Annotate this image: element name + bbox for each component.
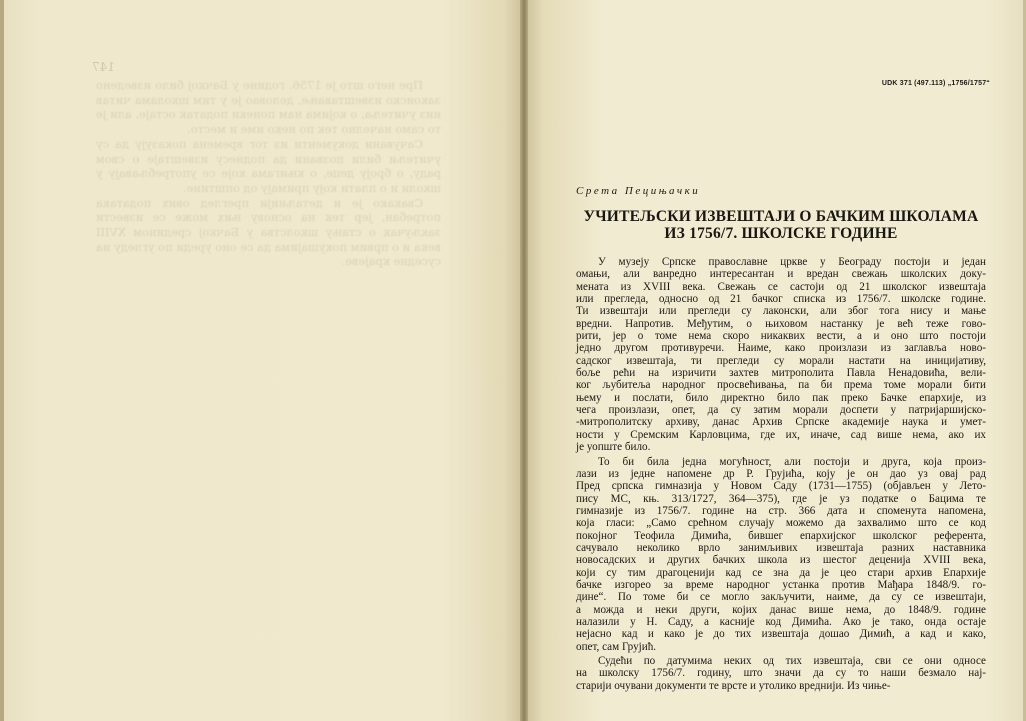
text-line: Пред српска гимназија у Новом Саду (1731—1755) (објављен у Лето- <box>576 480 986 493</box>
text-line: или прегледа, односно од 21 бачког списка из 1756/7. школске године. <box>576 293 986 306</box>
text-line: покојног Теофила Димића, бившег епархијског школског референта, <box>576 529 986 542</box>
text-line: нејасно кад и како је до тих извештаја дошао Димић, а кад и како, <box>576 628 986 641</box>
bleed-through-text <box>96 78 441 269</box>
text-line: је уопште било. <box>576 441 651 454</box>
right-page <box>528 0 1026 721</box>
text-line: гимназије из 1756/7. године на стр. 366 дата и споменута напомена, <box>576 504 986 517</box>
bleed-paragraph: Сачувани документи из тог времена показују да су учитељи били позвани да поднесу извештаје о свом раду, о броју деце, о књигама које се употребљавају у школи и о плати коју примају од општине. <box>96 136 441 195</box>
body-paragraph <box>576 256 986 454</box>
article-title: УЧИТЕЉСКИ ИЗВЕШТАЈИ О БАЧКИМ ШКОЛАМА ИЗ 1756/7. ШКОЛСКЕ ГОДИНЕ <box>583 208 979 242</box>
text-line: на школску 1756/7. годину, што значи да су то наши безмало нај- <box>576 667 986 680</box>
body-paragraph <box>576 655 986 692</box>
bleed-paragraph: Пре него што је 1756. године у Бачкој било изведено законско извештавање, деловао је у тим школама читав низ учитеља, о којима нам понеки податак остаје, али је то само начелно тек по неко име и место. <box>96 78 441 137</box>
text-line: У музеју Српске православне цркве у Београду постоји и један <box>598 256 986 268</box>
text-line: а можда и неки други, којих данас више нема, до 1848/9. године <box>576 603 986 616</box>
text-line: омањи, али ванредно интересантан и вредан свежањ школских доку- <box>576 268 986 281</box>
text-line: мената из XVIII века. Свежањ се састоји од 21 школског извештаја <box>576 280 986 293</box>
text-line: бачке изгорео за време народног устанка против Мађара 1848/9. го- <box>576 578 986 591</box>
text-line: сачувало неколико врло занимљивих извештаја разних наставника <box>576 541 986 554</box>
text-line: чега произлази, опет, да су затим морали доспети у патријаршијско- <box>576 404 986 417</box>
text-line: новосадских и других бачких школа из шестог деценија XVIII века, <box>576 554 986 567</box>
left-page-edge <box>0 0 4 721</box>
text-line: налазили у Н. Саду, а касније код Димића. Ако је тако, онда остаје <box>576 615 986 628</box>
text-line: пису МС, књ. 313/1727, 364—375), где је уз податке о Бацима те <box>576 492 986 505</box>
text-line: Судећи по датумима неких од тих извештаја, сви се они односе <box>598 655 986 667</box>
article-body <box>576 256 986 694</box>
text-line: њему и послати, било директно било пак преко Бачке епархије, из <box>576 391 986 404</box>
text-line: старији очувани документи те врсте и утолико вреднији. Из чиње- <box>576 679 891 692</box>
body-paragraph <box>576 456 986 654</box>
text-line: Ти извештаји или прегледи су лаконски, али због тога нису и мање <box>576 305 986 318</box>
text-line: садског извештаја, ти прегледи су морали настати на иницијативу, <box>576 354 986 367</box>
text-line: То би била једна могућност, али постоји и друга, која произ- <box>598 455 986 468</box>
text-line: који су тим драгоценији кад се зна да је цео стари архив Епархије <box>576 566 986 579</box>
udk-classification: UDK 371 (497.113) „1756/1757“ <box>881 80 990 87</box>
text-line: која гласи: „Само срећном случају можемо да захвалимо што се код <box>576 517 986 530</box>
book-gutter <box>520 0 528 721</box>
text-line: ког љубитеља народног просвећивања, па би према томе морали бити <box>576 379 986 392</box>
text-line: дине“. По томе би се могло закључити, наиме, да су се извештаји, <box>576 591 986 604</box>
left-page-number: 147 <box>92 60 115 74</box>
text-line: рити, јер о томе нема скоро никаквих вести, а и оно што постоји <box>576 330 986 343</box>
text-line: ности у Сремским Карловцима, где их, иначе, сад више нема, ако их <box>576 428 986 441</box>
text-line: вредни. Напротив. Међутим, о њиховом настанку је већ теже гово- <box>576 317 986 330</box>
text-line: лази из једне напомене др Р. Грујића, коју је он дао уз овај рад <box>576 467 986 480</box>
text-line: -митрополитску архиву, данас Архив Српске академије наука и умет- <box>576 416 986 429</box>
article-author: Срета Пецињачки <box>576 185 701 197</box>
text-line: боље рећи на изричити захтев митрополита Павла Ненадовића, вели- <box>576 367 986 380</box>
text-line: једно другом противуречи. Наиме, како произлази из заглавља ново- <box>576 342 986 355</box>
text-line: опет, сам Грујић. <box>576 640 657 653</box>
bleed-paragraph: Свакако је и детаљнији преглед ових података потребан, јер тек на основу њих може се извести закључак о стању школства у Бачкој средином XVIII века и о првим покушајима да се оно уреди по угледу на суседне крајеве. <box>96 195 441 269</box>
